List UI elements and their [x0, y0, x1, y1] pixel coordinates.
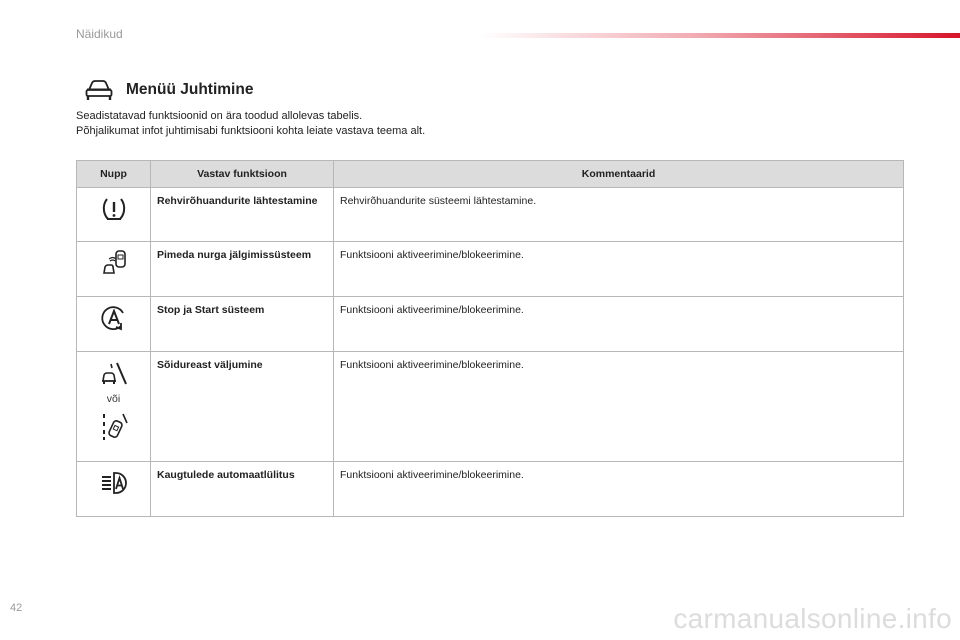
function-name: Stop ja Start süsteem	[151, 297, 334, 352]
watermark: carmanualsonline.info	[673, 603, 952, 634]
table-row	[77, 242, 904, 297]
table-row	[77, 352, 904, 462]
functions-table	[76, 160, 904, 517]
page-number: 42	[10, 602, 23, 614]
column-header-comments: Kommentaarid	[334, 161, 904, 188]
icon-cell	[77, 242, 151, 297]
intro-line-1: Seadistatavad funktsioonid on ära toodud allolevas tabelis.	[76, 110, 363, 122]
icon-cell	[77, 462, 151, 517]
blind-spot-monitoring-icon	[99, 248, 129, 278]
car-icon	[84, 78, 114, 102]
stop-start-icon	[99, 303, 129, 333]
or-label: või	[106, 393, 121, 405]
auto-high-beam-icon	[99, 468, 129, 498]
function-comment: Funktsiooni aktiveerimine/blokeerimine.	[334, 297, 904, 352]
function-name: Kaugtulede automaatlülitus	[151, 462, 334, 517]
lane-departure-alt-icon	[99, 411, 129, 441]
tyre-pressure-warning-icon	[99, 194, 129, 224]
page-title: Menüü Juhtimine	[126, 81, 254, 98]
table-header-row	[77, 161, 904, 188]
table-row	[77, 297, 904, 352]
icon-cell	[77, 188, 151, 242]
intro-text	[76, 109, 425, 139]
table-row	[77, 462, 904, 517]
function-comment: Funktsiooni aktiveerimine/blokeerimine.	[334, 462, 904, 517]
column-header-button: Nupp	[77, 161, 151, 188]
function-name: Rehvirõhuandurite lähtestamine	[151, 188, 334, 242]
section-label: Näidikud	[76, 27, 123, 41]
menu-heading	[84, 78, 253, 102]
accent-bar	[480, 33, 960, 38]
column-header-function: Vastav funktsioon	[151, 161, 334, 188]
lane-departure-icon	[99, 358, 129, 388]
function-name: Pimeda nurga jälgimissüsteem	[151, 242, 334, 297]
intro-line-2: Põhjalikumat infot juhtimisabi funktsiooni kohta leiate vastava teema alt.	[76, 125, 426, 137]
icon-cell	[77, 297, 151, 352]
function-comment: Rehvirõhuandurite süsteemi lähtestamine.	[334, 188, 904, 242]
function-name: Sõidureast väljumine	[151, 352, 334, 462]
function-comment: Funktsiooni aktiveerimine/blokeerimine.	[334, 242, 904, 297]
function-comment: Funktsiooni aktiveerimine/blokeerimine.	[334, 352, 904, 462]
icon-cell	[77, 352, 151, 462]
table-row	[77, 188, 904, 242]
